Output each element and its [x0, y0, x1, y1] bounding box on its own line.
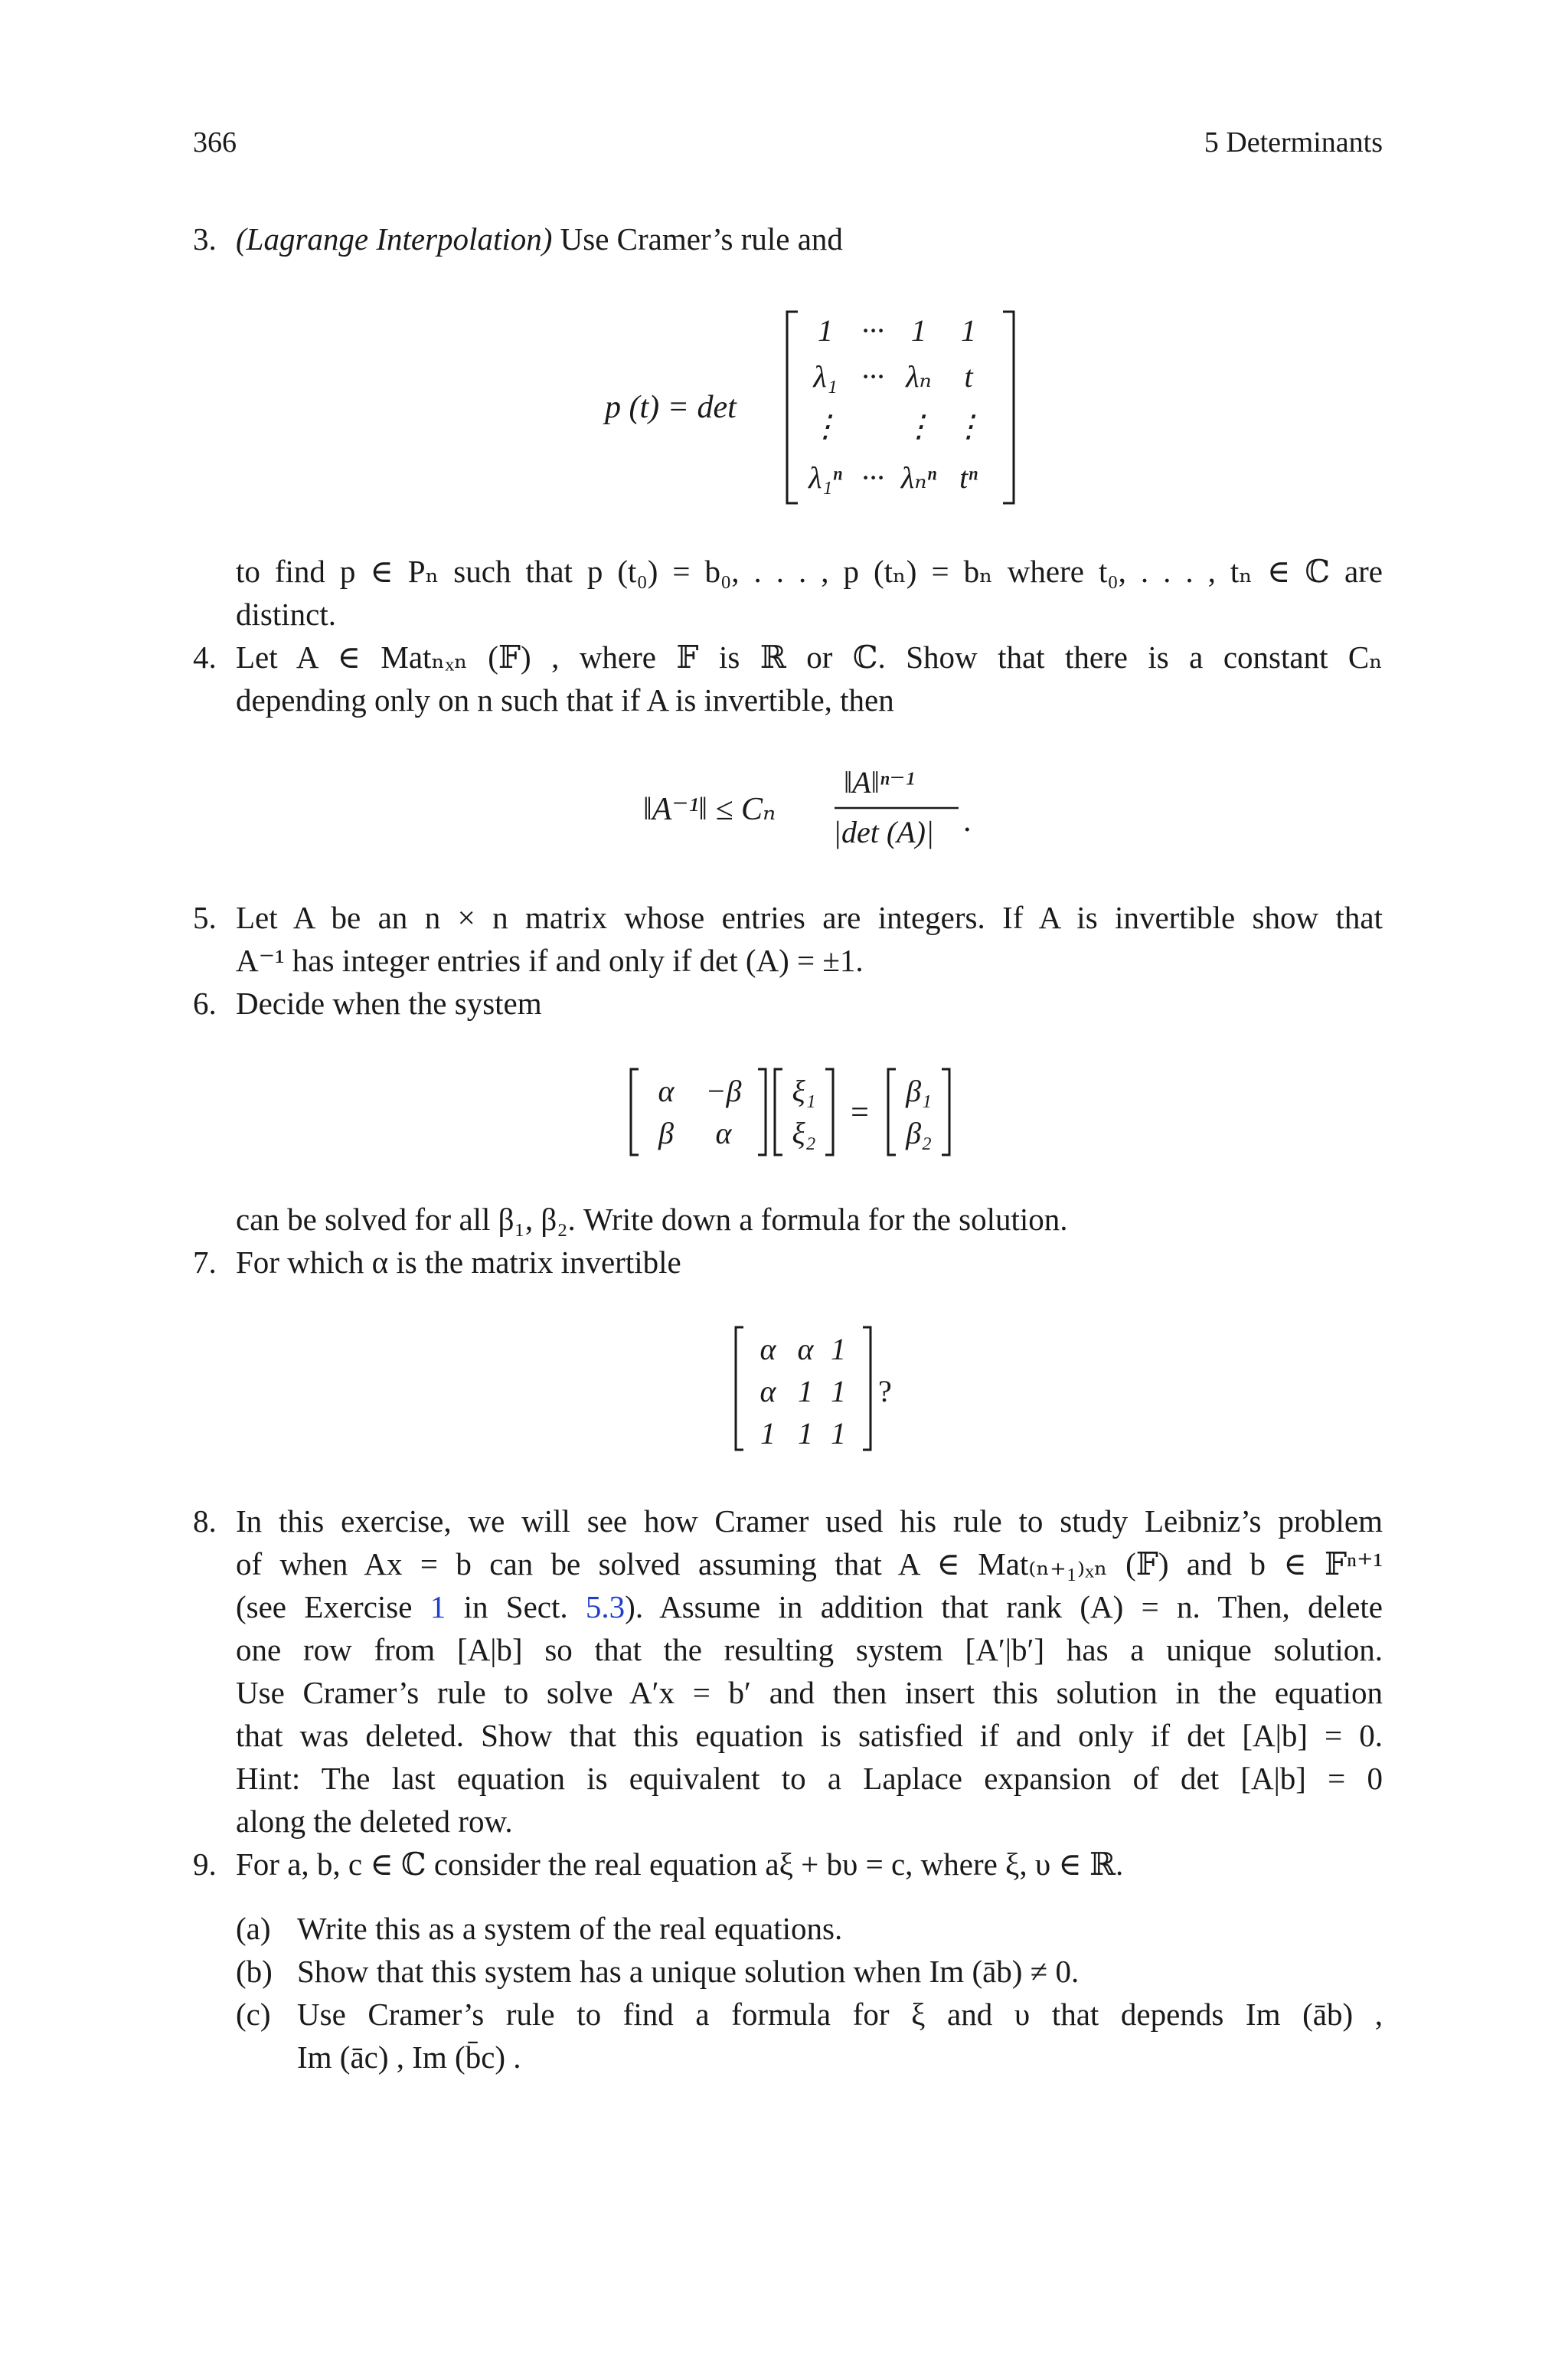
part-text: Use Cramer’s rule to find a formula for ξ and υ that depends Im (āb) , [297, 1997, 1383, 2032]
exercise-number: 4. [193, 639, 217, 675]
text-line: Hint: The last equation is equivalent to a Laplace expansion of det [A|b] = 0 [236, 1761, 1383, 1796]
exercise-1-link[interactable]: 1 [430, 1589, 446, 1624]
matrix-cell: ··· [861, 460, 884, 495]
text-span: (see Exercise [236, 1589, 430, 1624]
text-line: to find p ∈ Pₙ such that p (t₀) = b₀, . . . , p (tₙ) = bₙ where t₀, . . . , tₙ ∈ ℂ are [236, 554, 1383, 589]
exercise-3-intro-text: Use Cramer’s rule and [552, 221, 843, 257]
text-line: one row from [A|b] so that the resulting system [A′|b′] has a unique solution. [236, 1632, 1383, 1667]
matrix-cell: ··· [861, 313, 884, 348]
exercise-number: 3. [193, 221, 217, 257]
matrix-cell: ⋮ [903, 409, 934, 443]
matrix-cell: α [760, 1332, 776, 1366]
matrix-cell: α [658, 1074, 675, 1108]
left-bracket [736, 1327, 743, 1450]
matrix-cell: λ₁ [813, 359, 838, 394]
alpha-matrix [731, 1321, 907, 1455]
exercise-3-title: (Lagrange Interpolation) [236, 221, 553, 257]
inequality-lhs: ‖A⁻¹‖ ≤ Cₙ [643, 792, 776, 827]
text-line: that was deleted. Show that this equation is satisfied if and only if det [A|b] = 0. [236, 1718, 1383, 1753]
matrix-cell: λₙ [906, 359, 932, 394]
text-span: in Sect. [446, 1589, 586, 1624]
part-label: (a) [236, 1911, 271, 1946]
equals-sign: = [851, 1095, 869, 1130]
part-text: Im (āc) , Im (b̄c) . [297, 2039, 521, 2075]
matrix-cell: α [715, 1116, 732, 1150]
question-mark: ? [878, 1374, 892, 1408]
text-line: Let A ∈ Matₙₓₙ (𝔽) , where 𝔽 is ℝ or ℂ. Show that there is a constant Cₙ [236, 639, 1383, 675]
list-item [236, 1993, 1383, 2036]
matrix-cell: 1 [760, 1416, 776, 1451]
part-text: Show that this system has a unique solution when Im (āb) ≠ 0. [297, 1954, 1080, 1989]
linear-system-equation [628, 1063, 995, 1163]
exercise-number: 7. [193, 1245, 217, 1280]
text-line: Use Cramer’s rule to solve A′x = b′ and then insert this solution in the equation [236, 1675, 1383, 1710]
vector-cell: β₂ [906, 1116, 932, 1150]
right-bracket [863, 1327, 871, 1450]
fraction-numerator: ‖A‖ⁿ⁻¹ [844, 765, 915, 800]
left-bracket [888, 1069, 896, 1155]
matrix-cell: 1 [831, 1332, 846, 1366]
page-header [193, 126, 1383, 164]
exercise-number: 5. [193, 900, 217, 935]
exercise-number: 9. [193, 1846, 217, 1882]
lagrange-determinant-equation [597, 303, 1026, 513]
matrix-cell: λₙⁿ [900, 460, 937, 495]
equation-period: . [963, 803, 972, 839]
text-line [236, 1585, 1383, 1628]
matrix-cell: ⋮ [953, 409, 984, 443]
matrix-cell: 1 [831, 1374, 846, 1408]
page-number: 366 [193, 126, 237, 159]
right-bracket [825, 1069, 833, 1155]
list-item [236, 1950, 1383, 1993]
matrix-cell: 1 [831, 1416, 846, 1451]
matrix-cell: t [964, 359, 973, 394]
list-item [236, 1907, 1383, 1950]
text-line: A⁻¹ has integer entries if and only if det (A) = ±1. [236, 943, 864, 978]
right-bracket [942, 1069, 949, 1155]
text-line: along the deleted row. [236, 1804, 513, 1839]
part-label: (c) [236, 1997, 271, 2032]
fraction-denominator: |det (A)| [833, 815, 934, 849]
left-bracket [787, 312, 798, 503]
matrix-cell: 1 [961, 313, 976, 348]
matrix-cell: ⋮ [810, 409, 841, 443]
matrix-cell: α [760, 1374, 776, 1408]
left-bracket [631, 1069, 639, 1155]
vector-cell: ξ₁ [792, 1074, 816, 1108]
text-span: ). Assume in addition that rank (A) = n. Then, delete [625, 1589, 1383, 1624]
running-title: 5 Determinants [1204, 126, 1383, 159]
text-line: of when Ax = b can be solved assuming that A ∈ Mat₍ₙ₊₁₎ₓₙ (𝔽) and b ∈ 𝔽ⁿ⁺¹ [236, 1546, 1383, 1582]
matrix-cell: λ₁ⁿ [808, 460, 842, 495]
text-line: Let A be an n × n matrix whose entries are integers. If A is invertible show that [236, 900, 1383, 935]
matrix-cell: ··· [861, 359, 884, 394]
matrix-cell: 1 [798, 1416, 813, 1451]
matrix-cell: β [658, 1116, 674, 1150]
text-line: can be solved for all β₁, β₂. Write down a formula for the solution. [236, 1202, 1068, 1237]
exercise-number: 8. [193, 1503, 217, 1539]
part-label: (b) [236, 1954, 273, 1989]
part-text: Write this as a system of the real equations. [297, 1911, 843, 1946]
matrix-cell: 1 [818, 313, 833, 348]
matrix-cell: tⁿ [959, 460, 978, 495]
text-line: distinct. [236, 597, 336, 632]
text-line: Decide when the system [236, 986, 542, 1021]
text-line: For a, b, c ∈ ℂ consider the real equation aξ + bυ = c, where ξ, υ ∈ ℝ. [236, 1846, 1124, 1882]
text-line: For which α is the matrix invertible [236, 1245, 681, 1280]
list-item-continuation [236, 2036, 1383, 2079]
matrix-cell: 1 [911, 313, 926, 348]
matrix-cell: −β [705, 1074, 742, 1108]
equation-lhs: p (t) = det [605, 390, 737, 425]
text-line: depending only on n such that if A is invertible, then [236, 682, 894, 718]
exercise-number: 6. [193, 986, 217, 1021]
left-bracket [775, 1069, 782, 1155]
section-5-3-link[interactable]: 5.3 [585, 1589, 626, 1624]
vector-cell: β₁ [906, 1074, 932, 1108]
right-bracket [1003, 312, 1014, 503]
matrix-cell: α [797, 1332, 814, 1366]
vector-cell: ξ₂ [792, 1116, 816, 1150]
right-bracket [758, 1069, 766, 1155]
inverse-norm-inequality [643, 754, 980, 862]
matrix-cell: 1 [798, 1374, 813, 1408]
text-line: In this exercise, we will see how Cramer used his rule to study Leibniz’s problem [236, 1503, 1383, 1539]
